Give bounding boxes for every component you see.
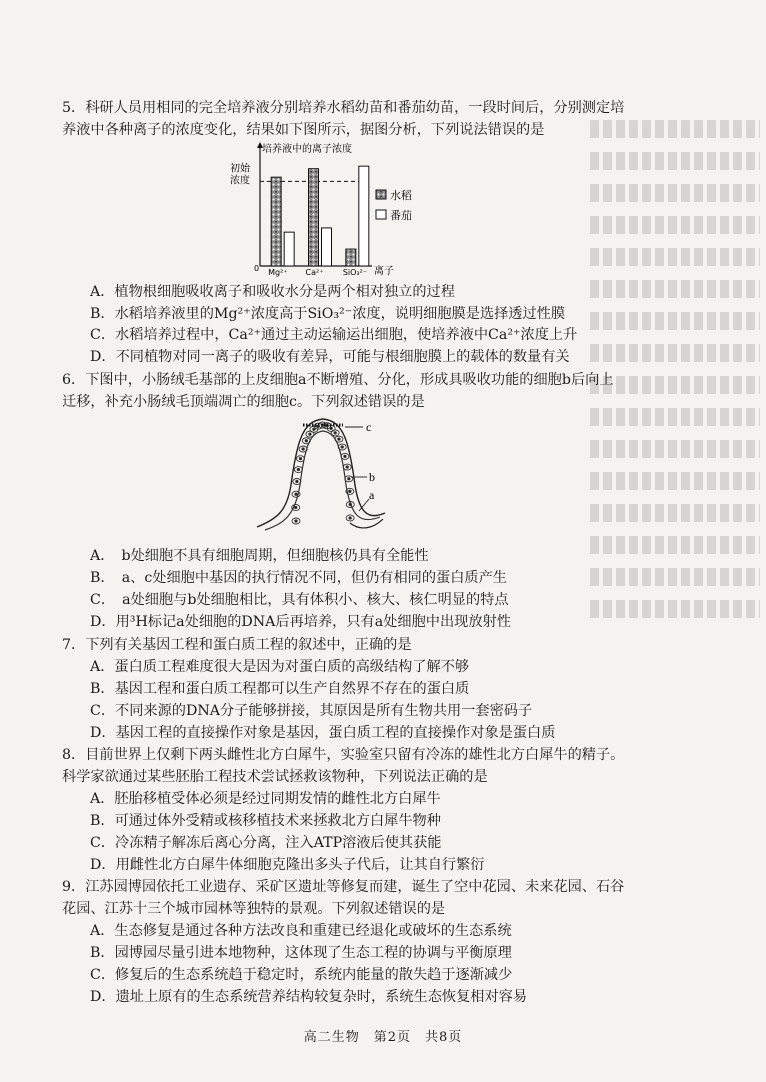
cell-nucleus — [296, 480, 298, 482]
cell-nucleus — [341, 446, 343, 448]
q7-option-a: A．蛋白质工程难度很大是因为对蛋白质的高级结构了解不够 — [90, 659, 470, 675]
x-tick-label: Ca²⁺ — [305, 268, 324, 277]
intestinal-villus-figure — [255, 415, 395, 540]
legend-label: 番茄 — [390, 209, 412, 222]
q9-stem-line2: 花园、江苏十三个城市园林等独特的景观。下列叙述错误的是 — [62, 901, 446, 917]
legend-swatch — [376, 190, 386, 199]
q9-option-a: A．生态修复是通过各种方法改良和重建已经退化或破坏的生态系统 — [90, 923, 512, 939]
legend-label: 水稻 — [390, 189, 412, 202]
q5-option-a: A．植物根细胞吸收离子和吸收水分是两个相对独立的过程 — [90, 284, 455, 300]
cell-nucleus — [330, 427, 332, 429]
q9-option-d: D．遗址上原有的生态系统营养结构较复杂时，系统生态恢复相对容易 — [90, 989, 528, 1005]
x-axis-label: 离子 — [374, 266, 394, 277]
origin-label: 0 — [254, 264, 260, 273]
bar-rice-0 — [271, 177, 281, 266]
cell-nucleus — [295, 506, 297, 508]
cell-nucleus — [349, 490, 351, 492]
q9-option-b: B．园博园尽量引进本地物种，这体现了生态工程的协调与平衡原理 — [90, 945, 512, 961]
q6-stem-line1: 6．下图中，小肠绒毛基部的上皮细胞a不断增殖、分化，形成具吸收功能的细胞b后向上 — [62, 372, 614, 388]
cell-nucleus — [309, 433, 311, 435]
bar-tomato-2 — [359, 166, 369, 266]
q6-option-d: D．用³H标记a处细胞的DNA后再培养，只有a处细胞中出现放射性 — [90, 614, 511, 630]
cell-nucleus — [349, 503, 351, 505]
legend-swatch — [376, 210, 386, 219]
q9-option-c: C．修复后的生态系统趋于稳定时，系统内能量的散失趋于逐渐减少 — [90, 967, 513, 983]
cell-nucleus — [299, 457, 301, 459]
cell-nucleus — [348, 478, 350, 480]
q7-option-b: B．基因工程和蛋白质工程都可以生产自然界不存在的蛋白质 — [90, 681, 470, 697]
q8-option-a: A．胚胎移植受体必须是经过同期发情的雌性北方白犀牛 — [90, 791, 441, 807]
q7-option-d: D．基因工程的直接操作对象是基因，蛋白质工程的直接操作对象是蛋白质 — [90, 725, 556, 741]
cell-nucleus — [344, 455, 346, 457]
bar-rice-1 — [309, 169, 319, 266]
q6-option-a: A． b处细胞不具有细胞周期，但细胞核仍具有全能性 — [90, 548, 429, 564]
cell-nucleus — [302, 448, 304, 450]
bar-tomato-1 — [322, 228, 332, 266]
cell-nucleus — [295, 493, 297, 495]
q7-option-c: C．不同来源的DNA分子能够拼接，其原因是所有生物共用一套密码子 — [90, 703, 533, 719]
cell-nucleus — [349, 517, 351, 519]
cell-nucleus — [297, 468, 299, 470]
x-tick-label: SiO₃²⁻ — [342, 268, 368, 277]
label-a: a — [369, 488, 375, 502]
q5-option-b: B．水稻培养液里的Mg²⁺浓度高于SiO₃²⁻浓度，说明细胞膜是选择透过性膜 — [90, 306, 566, 322]
y-label-bottom: 浓度 — [230, 175, 250, 187]
page-footer: 高二生物 第2页 共8页 — [303, 1030, 463, 1045]
q8-option-c: C．冷冻精子解冻后离心分离，注入ATP溶液后使其获能 — [90, 835, 442, 851]
q5-option-d: D．不同植物对同一离子的吸收有差异，可能与根细胞膜上的载体的数量有关 — [90, 349, 570, 365]
q6-option-c: C． a处细胞与b处细胞相比，具有体积小、核大、核仁明显的特点 — [90, 592, 509, 608]
q5-stem-line2: 养液中各种离子的浓度变化，结果如下图所示，据图分析，下列说法错误的是 — [62, 122, 545, 138]
q9-stem-line1: 9．江苏园博园依托工业遗存、采矿区遗址等修复而建，诞生了空中花园、未来花园、石谷 — [62, 879, 625, 895]
q8-stem-line2: 科学家欲通过某些胚胎工程技术尝试拯救该物种，下列说法正确的是 — [62, 769, 488, 785]
ion-concentration-chart — [222, 138, 442, 280]
q8-option-d: D．用雌性北方白犀牛体细胞克隆出多头子代后，让其自行繁衍 — [90, 857, 485, 873]
label-c: c — [366, 420, 372, 434]
cell-nucleus — [334, 432, 336, 434]
q5-stem-line1: 5．科研人员用相同的完全培养液分别培养水稻幼苗和番茄幼苗，一段时间后，分别测定培 — [62, 100, 625, 116]
x-tick-label: Mg²⁺ — [268, 268, 288, 277]
label-b: b — [369, 470, 375, 484]
cell-nucleus — [346, 466, 348, 468]
cell-nucleus — [305, 440, 307, 442]
chart-title: 培养液中的离子浓度 — [262, 144, 352, 155]
q8-stem-line1: 8．目前世界上仅剩下两头雌性北方白犀牛，实验室只留有冷冻的雄性北方白犀牛的精子。 — [62, 747, 625, 763]
q7-stem: 7．下列有关基因工程和蛋白质工程的叙述中，正确的是 — [62, 637, 412, 653]
q8-option-b: B．可通过体外受精或核移植技术来拯救北方白犀牛物种 — [90, 813, 441, 829]
cell-nucleus — [295, 520, 297, 522]
cell-nucleus — [338, 438, 340, 440]
bar-rice-2 — [346, 249, 356, 266]
y-label-top: 初始 — [230, 163, 250, 175]
q6-option-b: B． a、c处细胞中基因的执行情况不同，但仍有相同的蛋白质产生 — [90, 570, 507, 586]
q5-option-c: C．水稻培养过程中，Ca²⁺通过主动运输运出细胞，使培养液中Ca²⁺浓度上升 — [90, 327, 578, 343]
bar-tomato-0 — [284, 232, 294, 266]
q6-stem-line2: 迁移，补充小肠绒毛顶端凋亡的细胞c。下列叙述错误的是 — [62, 394, 425, 410]
